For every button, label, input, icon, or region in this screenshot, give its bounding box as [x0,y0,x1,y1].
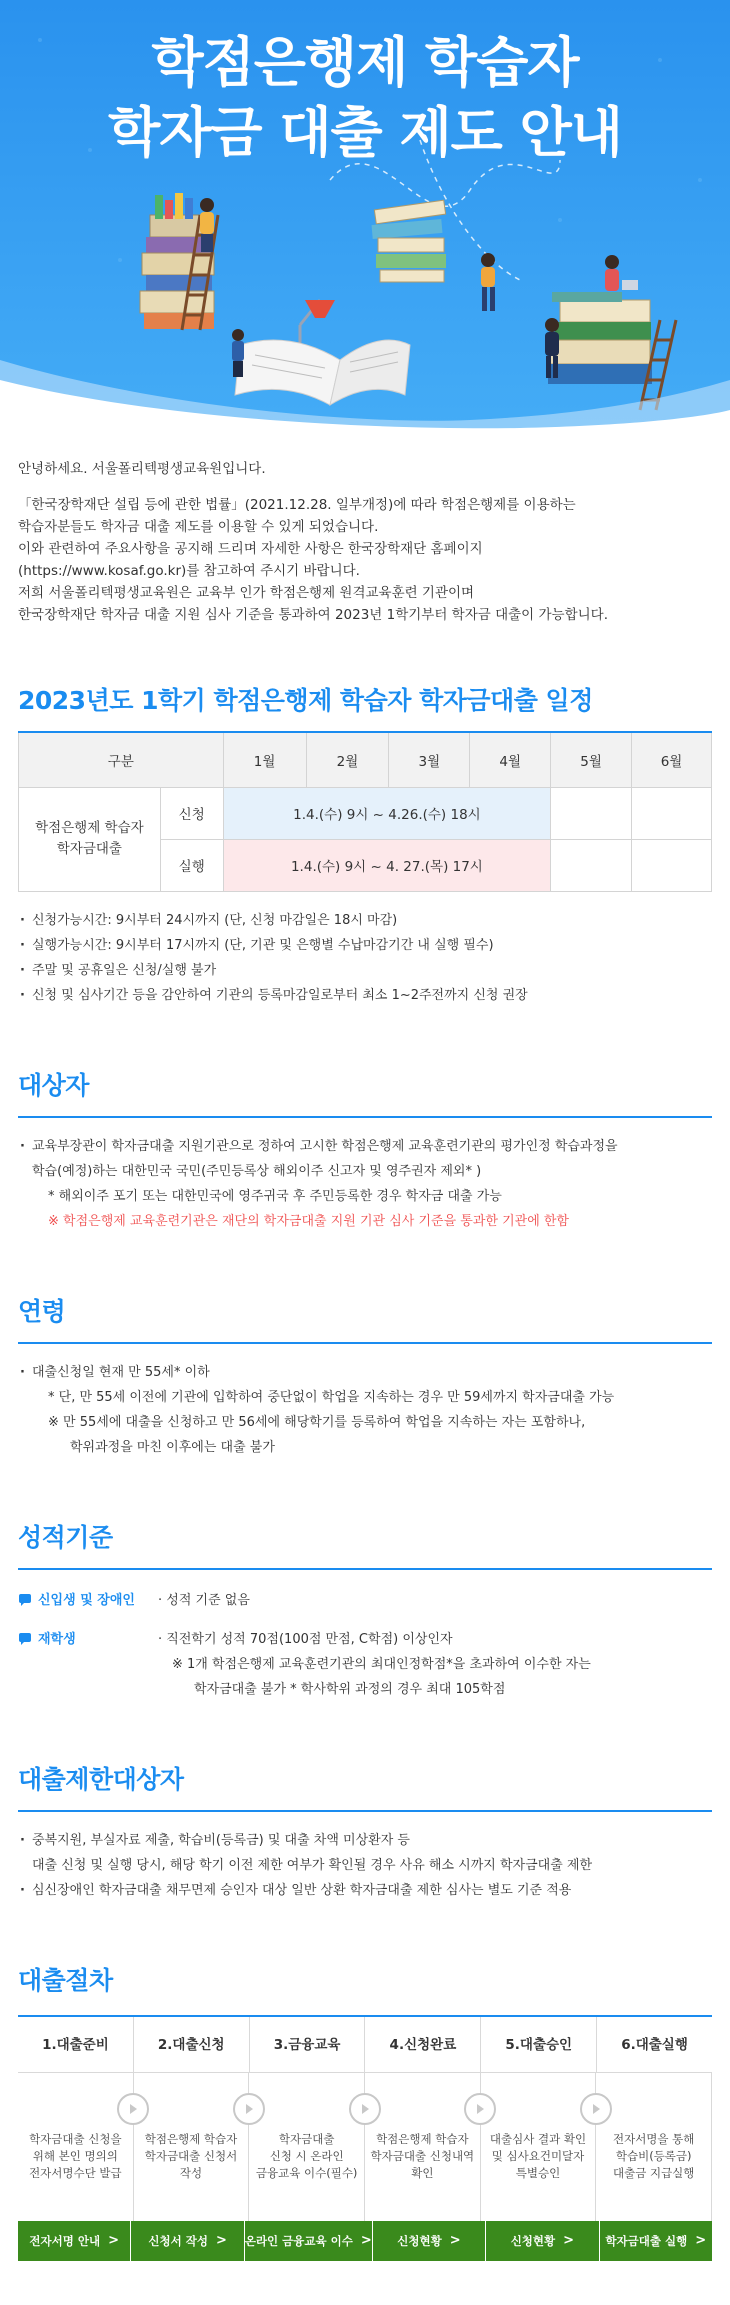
age-line3: ※ 만 55세에 대출을 신청하고 만 56세에 해당학기를 등록하여 학업을 지속하는 자는 포함하나, [48,1414,586,1430]
procedure-section [18,1961,712,2261]
procedure-step-2-desc-line3: 작성 [179,2165,203,2180]
target-line1: · 교육부장관이 학자금대출 지원기관으로 정하여 고시한 학점은행제 교육훈련기관의 평가인정 학습과정을 [18,1134,712,1159]
schedule-month-6: 6월 [632,733,712,787]
procedure-body-row [18,2073,712,2221]
procedure-title: 대출절차 [18,1965,113,1995]
procedure-step-3-desc-line1: 학자금대출 [278,2131,335,2146]
schedule-exec-empty-6 [632,839,712,891]
target-line4-warning: ※ 학점은행제 교육훈련기관은 재단의 학자금대출 지원 기관 심사 기준을 통과한 기관에 한함 [48,1213,569,1229]
procedure-step-5-desc-line3: 특별승인 [515,2165,561,2180]
age-line1: · 대출신청일 현재 만 55세* 이하 [18,1360,712,1385]
schedule-note: · 신청 및 심사기간 등을 감안하여 기관의 등록마감일로부터 최소 1~2주전까지 신청 권장 [18,983,712,1008]
grade-new-label-text: 신입생 및 장애인 [38,1592,135,1608]
restrict-title: 대출제한대상자 [18,1760,712,1812]
procedure-step-6-desc-line2: 학습비(등록금) [615,2148,692,2163]
grade-note1: ※ 1개 학점은행제 교육훈련기관의 최대인정학점*을 초과하여 이수한 자는 [172,1656,591,1672]
person-sitting-icon [481,253,495,311]
chevron-right-icon: > [215,2233,227,2248]
grade-title: 성적기준 [18,1518,712,1570]
schedule-apply-period: 1.4.(수) 9시 ~ 4.26.(수) 18시 [223,787,551,839]
restrict-line3: · 심신장애인 학자금대출 채무면제 승인자 대상 일반 상환 학자금대출 제한 심사는 별도 기준 적용 [18,1878,712,1903]
procedure-step-4-desc-line2: 학자금대출 신청내역 [370,2148,475,2163]
schedule-row-label-line1: 학점은행제 학습자 [35,820,144,836]
procedure-step-6-desc [596,2073,712,2221]
procedure-step-4-desc-line3: 확인 [411,2165,434,2180]
schedule-apply-empty-5 [551,787,632,839]
intro-p1-line3: 이와 관련하여 주요사항을 공지해 드리며 자세한 사항은 한국장학재단 홈페이지 [18,541,483,557]
age-section [18,1292,712,1460]
chevron-right-icon: > [449,2233,461,2248]
grade-note2: 학자금대출 불가 * 학사학위 과정의 경우 최대 105학점 [194,1681,506,1697]
age-title: 연령 [18,1292,712,1344]
e-signature-guide-label: 전자서명 안내 [29,2233,101,2248]
grade-new-label [18,1588,158,1613]
procedure-step-6-title: 6.대출실행 [597,2017,712,2073]
procedure-button-row [18,2221,712,2261]
grade-enrolled-value-block [158,1627,712,1702]
procedure-step-2-title: 2.대출신청 [134,2017,250,2073]
speech-bubble-icon [18,1593,32,1607]
book-stack-middle-icon [372,200,446,282]
hero-banner [0,0,730,430]
approval-status-label: 신청현황 [510,2233,556,2248]
procedure-step-1-desc [18,2073,134,2221]
schedule-row-label [19,787,161,891]
intro-greeting: 안녕하세요. 서울폴리텍평생교육원입니다. [18,461,266,477]
restrict-section [18,1760,712,1903]
procedure-step-5-desc [481,2073,597,2221]
online-finance-education-button[interactable] [245,2221,373,2261]
schedule-apply-label: 신청 [160,787,223,839]
restrict-line1: · 중복지원, 부실자료 제출, 학습비(등록금) 및 대출 차액 미상환자 등 [18,1828,712,1853]
age-line4: 학위과정을 마친 이후에는 대출 불가 [70,1439,275,1455]
play-arrow-icon [580,2093,612,2125]
procedure-step-6-desc-line3: 대출금 지급실행 [612,2165,695,2180]
grade-enrolled-value: · 직전학기 성적 70점(100점 만점, C학점) 이상인자 [158,1631,453,1647]
e-signature-guide-button[interactable] [18,2221,131,2261]
target-line2: 학습(예정)하는 대한민국 국민(주민등록상 해외이주 신고자 및 영주권자 제외* ) [32,1163,482,1179]
schedule-note: · 신청가능시간: 9시부터 24시까지 (단, 신청 마감일은 18시 마감) [18,908,712,933]
procedure-step-1-desc-line3: 전자서명수단 발급 [29,2165,122,2180]
person-laptop-icon [605,255,638,291]
procedure-step-3-desc-line2: 신청 시 온라인 [269,2148,344,2163]
procedure-step-2-desc-line1: 학점은행제 학습자 [144,2131,238,2146]
schedule-note: · 주말 및 공휴일은 신청/실행 불가 [18,958,712,983]
age-line2: * 단, 만 55세 이전에 기관에 입학하여 중단없이 학업을 지속하는 경우 만 59세까지 학자금대출 가능 [48,1389,615,1405]
procedure-step-5-title: 5.대출승인 [481,2017,597,2073]
target-section [18,1066,712,1234]
schedule-row-label-line2: 학자금대출 [56,841,122,857]
application-status-button[interactable] [373,2221,486,2261]
procedure-step-3-title: 3.금융교육 [250,2017,366,2073]
intro-p1-line1: 「한국장학재단 설립 등에 관한 법률」(2021.12.28. 일부개정)에 따라 학점은행제를 이용하는 [18,497,576,513]
chevron-right-icon: > [360,2233,372,2248]
schedule-apply-empty-6 [632,787,712,839]
loan-execution-label: 학자금대출 실행 [605,2233,688,2248]
chevron-right-icon: > [108,2233,119,2248]
speech-bubble-icon [18,1632,32,1646]
hero-title-line1: 학점은행제 학습자 [151,31,579,94]
schedule-month-4: 4월 [470,733,551,787]
target-list [18,1118,712,1234]
intro-p2-line1: 저희 서울폴리텍평생교육원은 교육부 인가 학점은행제 원격교육훈련 기관이며 [18,585,475,601]
procedure-step-3-desc [249,2073,365,2221]
schedule-header-row [19,733,712,787]
play-arrow-icon [464,2093,496,2125]
chevron-right-icon: > [563,2233,575,2248]
grade-new-value: · 성적 기준 없음 [158,1592,250,1608]
grade-row-enrolled [18,1627,712,1702]
application-status-label: 신청현황 [397,2233,442,2248]
person-on-ladder-icon [200,198,214,252]
target-title: 대상자 [18,1066,712,1118]
chevron-right-icon: > [695,2233,707,2248]
procedure-step-2-desc [134,2073,250,2221]
procedure-step-5-desc-line2: 및 심사요건미달자 [491,2148,585,2163]
schedule-exec-period: 1.4.(수) 9시 ~ 4. 27.(목) 17시 [223,839,551,891]
loan-execution-button[interactable] [600,2221,712,2261]
target-line3: * 해외이주 포기 또는 대한민국에 영주귀국 후 주민등록한 경우 학자금 대출 가능 [48,1188,502,1204]
schedule-table [18,733,712,892]
procedure-step-4-desc-line1: 학점은행제 학습자 [376,2131,469,2146]
procedure-head-row [18,2017,712,2073]
procedure-step-2-desc-line2: 학자금대출 신청서 [144,2148,238,2163]
play-arrow-icon [117,2093,149,2125]
schedule-title: 2023년도 1학기 학점은행제 학습자 학자금대출 일정 [18,681,712,733]
schedule-row-apply [19,787,712,839]
schedule-month-1: 1월 [223,733,306,787]
schedule-note: · 실행가능시간: 9시부터 17시까지 (단, 기관 및 은행별 수납마감기간 내 실행 필수) [18,933,712,958]
online-finance-education-label: 온라인 금융교육 이수 [244,2233,353,2248]
application-form-label: 신청서 작성 [148,2233,208,2248]
schedule-notes [18,892,712,1008]
intro-p1-line2: 학습자분들도 학자금 대출 제도를 이용할 수 있게 되었습니다. [18,519,379,535]
grade-section [18,1518,712,1702]
grade-enrolled-label [18,1627,158,1652]
intro-p2-line2: 한국장학재단 학자금 대출 지원 심사 기준을 통과하여 2023년 1학기부터 학자금 대출이 가능합니다. [18,607,608,623]
grade-enrolled-label-text: 재학생 [38,1631,76,1647]
procedure-step-4-desc [365,2073,481,2221]
hero-title-line2: 학자금 대출 제도 안내 [108,101,622,164]
schedule-exec-empty-5 [551,839,632,891]
application-form-button[interactable] [131,2221,244,2261]
play-arrow-icon [349,2093,381,2125]
procedure-step-1-desc-line1: 학자금대출 신청을 [29,2131,122,2146]
schedule-month-2: 2월 [306,733,389,787]
schedule-exec-label: 실행 [160,839,223,891]
schedule-month-3: 3월 [389,733,470,787]
intro-p1-line4: (https://www.kosaf.go.kr)를 참고하여 주시기 바랍니다. [18,563,360,579]
procedure-step-1-title: 1.대출준비 [18,2017,134,2073]
procedure-step-3-desc-line3: 금융교육 이수(필수) [255,2165,358,2180]
hero-wave [0,310,730,430]
restrict-list [18,1812,712,1903]
play-arrow-icon [233,2093,265,2125]
procedure-step-4-title: 4.신청완료 [365,2017,481,2073]
procedure-step-5-desc-line1: 대출심사 결과 확인 [489,2131,587,2146]
procedure-steps [18,2015,712,2261]
grade-row-new [18,1588,712,1613]
approval-status-button[interactable] [486,2221,599,2261]
procedure-step-1-desc-line2: 위해 본인 명의의 [32,2148,118,2163]
procedure-step-6-desc-line1: 전자서명을 통해 [612,2131,695,2146]
bottom-spacer [18,2261,712,2305]
age-list [18,1344,712,1460]
grade-table [18,1570,712,1702]
schedule-month-5: 5월 [551,733,632,787]
restrict-line2: 대출 신청 및 실행 당시, 해당 학기 이전 제한 여부가 확인될 경우 사유 해소 시까지 학자금대출 제한 [32,1857,593,1873]
schedule-header-category: 구분 [19,733,224,787]
intro-text [18,430,712,636]
